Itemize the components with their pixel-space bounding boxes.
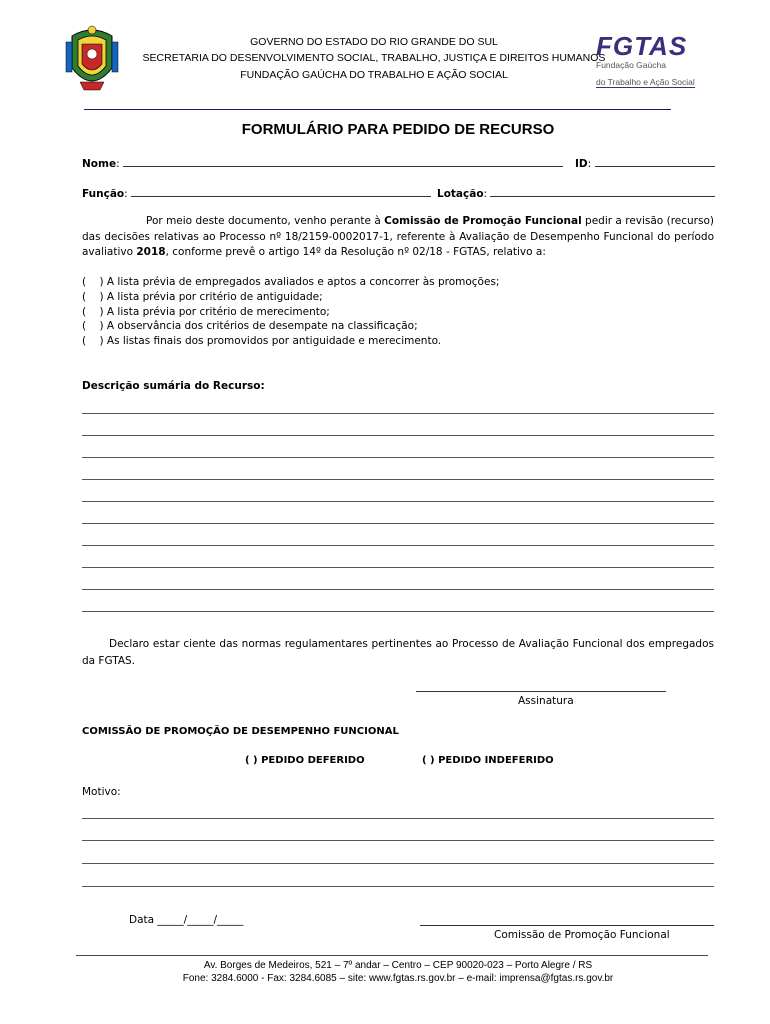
id-row: ID: — [575, 156, 715, 170]
footer-contact: Fone: 3284.6000 - Fax: 3284.6085 – site: www.fgtas.rs.gov.br – e-mail: imprensa@fgtas.rs.gov.br — [182, 973, 614, 984]
motivo-line[interactable] — [82, 818, 714, 819]
id-field[interactable] — [595, 156, 715, 167]
descricao-line[interactable] — [82, 479, 714, 480]
descricao-label: Descrição sumária do Recurso: — [82, 380, 265, 392]
intro-bold1: Comissão de Promoção Funcional — [384, 215, 582, 227]
descricao-line[interactable] — [82, 545, 714, 546]
option-3[interactable]: ( ) A lista prévia por critério de merecimento; — [82, 306, 330, 318]
descricao-line[interactable] — [82, 413, 714, 414]
comissao-signature-line[interactable] — [420, 925, 714, 926]
pedido-deferido-option[interactable]: ( ) PEDIDO DEFERIDO — [245, 755, 365, 766]
descricao-line[interactable] — [82, 523, 714, 524]
descricao-line[interactable] — [82, 611, 714, 612]
descricao-line[interactable] — [82, 501, 714, 502]
descricao-line[interactable] — [82, 567, 714, 568]
fgtas-logo-sub2: do Trabalho e Ação Social — [596, 77, 695, 87]
footer-address: Av. Borges de Medeiros, 521 – 7º andar – Centro – CEP 90020-023 – Porto Alegre / RS — [203, 960, 593, 971]
declaracao-paragraph: Declaro estar ciente das normas regulamentares pertinentes ao Processo de Avaliação Funcional dos empregados da FGTAS. — [82, 638, 714, 667]
fgtas-logo-text: FGTAS — [596, 31, 688, 61]
data-field[interactable]: Data _____/_____/_____ — [129, 914, 244, 926]
funcao-field[interactable] — [131, 186, 431, 197]
descricao-line[interactable] — [82, 457, 714, 458]
lotacao-row: Lotação: — [437, 186, 715, 200]
nome-label: Nome — [82, 158, 117, 170]
funcao-label: Função — [82, 188, 125, 200]
option-1[interactable]: ( ) A lista prévia de empregados avaliados e aptos a concorrer às promoções; — [82, 276, 500, 288]
header-line-3: FUNDAÇÃO GAÚCHA DO TRABALHO E AÇÃO SOCIAL — [240, 69, 508, 81]
comissao-signature-label: Comissão de Promoção Funcional — [494, 929, 670, 941]
pedido-indeferido-option[interactable]: ( ) PEDIDO INDEFERIDO — [422, 755, 554, 766]
descricao-line[interactable] — [82, 435, 714, 436]
lotacao-label: Lotação — [437, 188, 484, 200]
lotacao-field[interactable] — [490, 186, 715, 197]
comissao-title: COMISSÃO DE PROMOÇÃO DE DESEMPENHO FUNCIONAL — [82, 726, 399, 737]
header-divider — [84, 109, 671, 110]
option-5[interactable]: ( ) As listas finais dos promovidos por antiguidade e merecimento. — [82, 335, 442, 347]
descricao-line[interactable] — [82, 589, 714, 590]
motivo-label: Motivo: — [82, 786, 121, 798]
fgtas-logo-sub1: Fundação Gaúcha — [596, 60, 666, 70]
funcao-row: Função: — [82, 186, 431, 200]
intro-part2: pedir a revisão (recurso) das decisões relativas ao Processo nº 18/2159-0002017-1, referente à Avaliação de Desempenho Funcional do período avaliativo — [82, 215, 714, 258]
option-4[interactable]: ( ) A observância dos critérios de desempate na classificação; — [82, 320, 418, 332]
id-label: ID — [575, 158, 588, 170]
intro-paragraph — [82, 214, 714, 261]
motivo-line[interactable] — [82, 863, 714, 864]
assinatura-label: Assinatura — [518, 695, 574, 707]
header-line-1: GOVERNO DO ESTADO DO RIO GRANDE DO SUL — [250, 36, 498, 48]
fgtas-logo — [596, 31, 696, 87]
header-line-2: SECRETARIA DO DESENVOLVIMENTO SOCIAL, TRABALHO, JUSTIÇA E DIREITOS HUMANOS — [142, 52, 606, 64]
footer-divider — [76, 955, 708, 956]
page-title: FORMULÁRIO PARA PEDIDO DE RECURSO — [241, 121, 555, 138]
option-2[interactable]: ( ) A lista prévia por critério de antiguidade; — [82, 291, 323, 303]
intro-part3: , conforme prevê o artigo 14º da Resolução nº 02/18 - FGTAS, relativo a: — [165, 246, 546, 258]
nome-field[interactable] — [123, 156, 563, 167]
intro-part1: Por meio deste documento, venho perante à — [146, 215, 385, 227]
motivo-line[interactable] — [82, 886, 714, 887]
assinatura-line[interactable] — [416, 691, 666, 692]
motivo-line[interactable] — [82, 840, 714, 841]
nome-row: Nome: — [82, 156, 563, 170]
intro-bold2: 2018 — [136, 246, 166, 258]
